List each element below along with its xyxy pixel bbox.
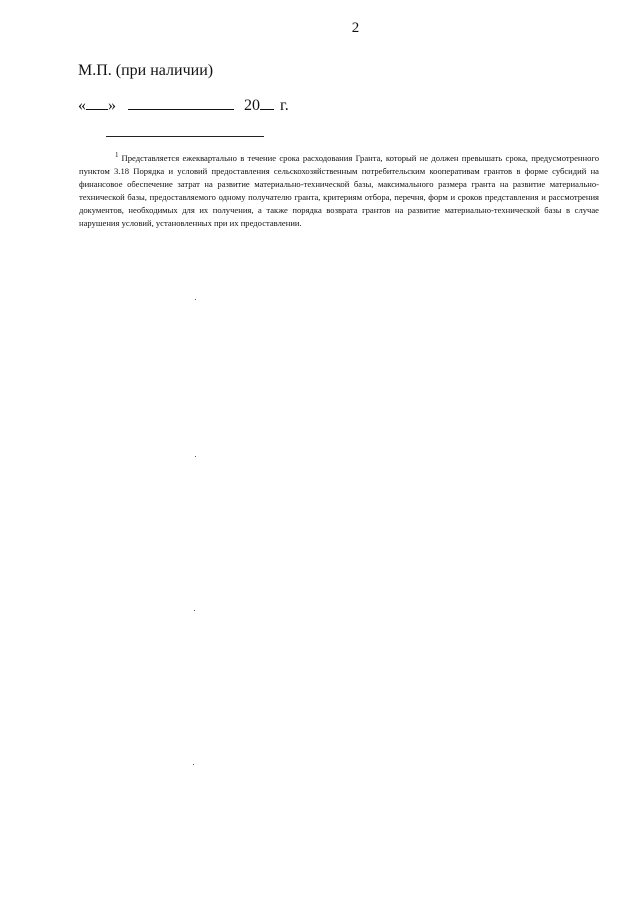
year-suffix: г. <box>280 97 289 114</box>
scan-speck <box>195 456 196 457</box>
date-line <box>78 95 289 115</box>
scan-speck <box>194 610 195 611</box>
date-close-quote: » <box>108 97 116 114</box>
footnote <box>79 152 599 230</box>
year-prefix: 20 <box>244 97 260 114</box>
date-open-quote: « <box>78 97 86 114</box>
scan-speck <box>195 299 196 300</box>
footnote-text: Представляется ежеквартально в течение срока расходования Гранта, который не должен превышать срока, предусмотренного пунктом 3.18 Порядка и условий предоставления сельскохозяйственным потребительским кооперативам грантов в форме субсидий на финансовое обеспечение затрат на развитие материально-технической базы, максимального размера гранта на развитие материально-технической базы, предоставляемого одному получателю гранта, критериям отбора, перечня, форм и сроков представления и рассмотрения документов, необходимых для их получения, а также порядка возврата грантов на развитие материально-технической базы в случае нарушения условий, установленных при их предоставлении. <box>79 153 599 228</box>
page-number: 2 <box>351 20 360 36</box>
day-blank <box>86 95 108 110</box>
scan-speck <box>193 764 194 765</box>
year-blank <box>260 95 274 110</box>
footnote-separator <box>106 136 264 137</box>
month-blank <box>128 95 234 110</box>
stamp-label: М.П. (при наличии) <box>78 62 214 79</box>
footnote-marker: 1 <box>115 151 119 160</box>
